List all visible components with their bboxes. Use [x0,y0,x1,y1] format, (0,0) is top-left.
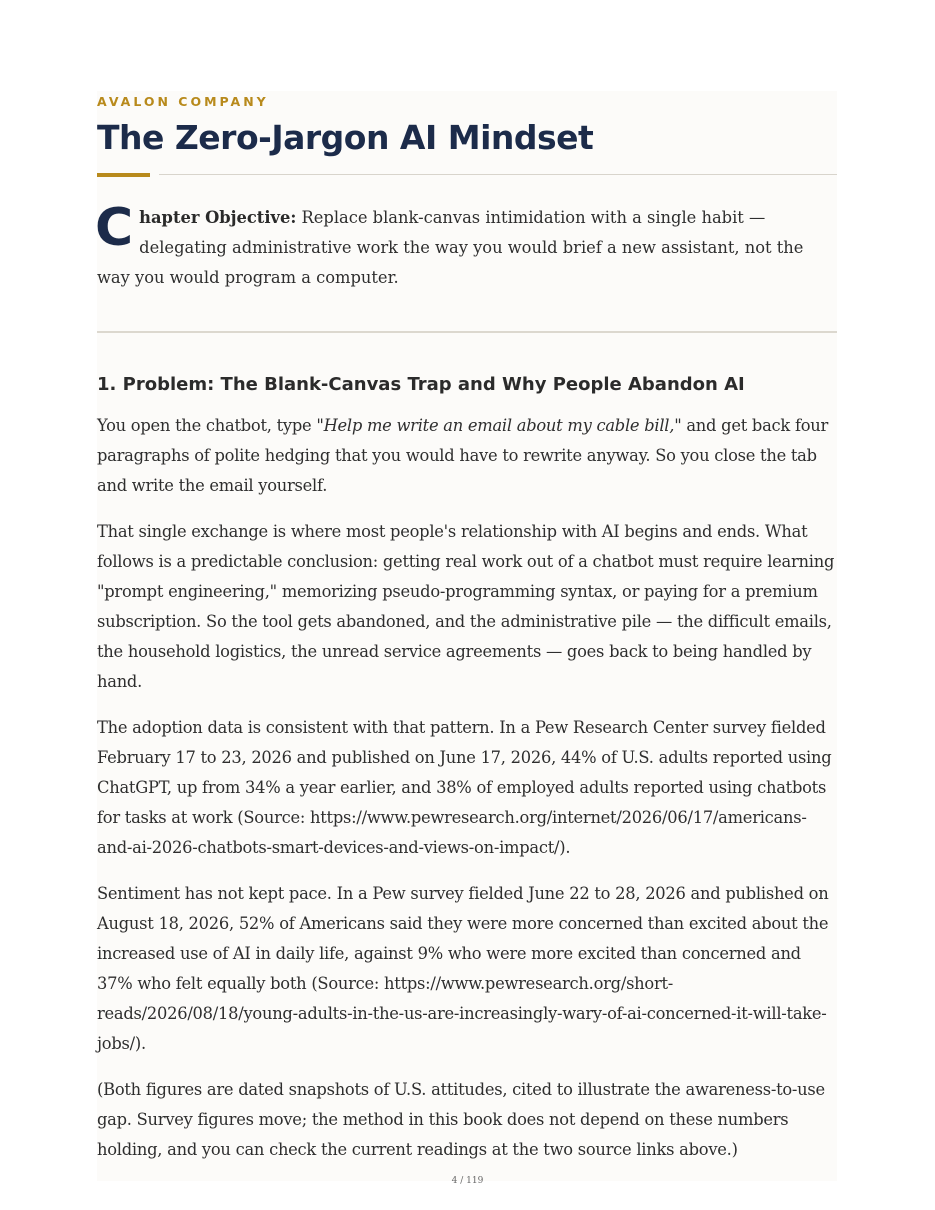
section-heading: 1. Problem: The Blank-Canvas Trap and Why People Abandon AI [97,374,745,395]
paragraph-2: That single exchange is where most people's relationship with AI begins and ends. What follows is a predictable conclusion: getting real work out of a chatbot must require learning "prompt engineering," memorizing pseudo-programming syntax, or paying for a premium subscription. So the tool gets abandoned, and the administrative pile — the difficult emails, the household logistics, the unread service agreements — goes back to being handled by hand. [97,522,835,691]
page-content [97,91,837,1181]
paragraph-5: (Both figures are dated snapshots of U.S. attitudes, cited to illustrate the awareness-to-use gap. Survey figures move; the method in this book does not depend on these numbers holding, and you can check the current readings at the two source links above.) [97,1080,825,1159]
title-divider [97,173,837,177]
paragraph-1-end: " and get back four paragraphs of polite hedging that you would have to rewrite anyway. So you close the tab and write the email yourself. [97,416,829,495]
objective-text: Replace blank-canvas intimidation with a single habit — delegating administrative work the way you would brief a new assistant, not the way you would program a computer. [97,208,804,287]
paragraph-4: Sentiment has not kept pace. In a Pew survey fielded June 22 to 28, 2026 and published on August 18, 2026, 52% of Americans said they were more concerned than excited about the increased use of AI in daily life, against 9% who were more excited than concerned and 37% who felt equally both (Source: https://www.pewresearch.org/short-reads/2026/08/18/young-adults-in-the-us-are-increasingly-wary-of-ai-concerned-it-will-take-jobs/). [97,884,829,1053]
title-rule-line [159,174,837,175]
chapter-title: The Zero-Jargon AI Mindset [97,118,594,157]
drop-cap: C [95,198,134,258]
quoted-prompt: Help me write an email about my cable bill, [323,416,675,435]
paragraph-1-start: You open the chatbot, type " [97,416,324,435]
company-kicker: AVALON COMPANY [97,94,269,109]
chapter-objective [95,198,837,293]
paragraph-3: The adoption data is consistent with that pattern. In a Pew Research Center survey fielded February 17 to 23, 2026 and published on June 17, 2026, 44% of U.S. adults reported using ChatGPT, up from 34% a year earlier, and 38% of employed adults reported using chatbots for tasks at work (Source: https://www.pewresearch.org/internet/2026/06/17/americans-and-ai-2026-chatbots-smart-devices-and-views-on-impact/). [97,718,832,857]
objective-label: hapter Objective: [139,208,297,227]
page-number: 4 / 119 [451,1176,484,1186]
title-accent-bar [97,173,150,177]
paragraph-1 [97,411,837,501]
section-divider [97,331,837,333]
